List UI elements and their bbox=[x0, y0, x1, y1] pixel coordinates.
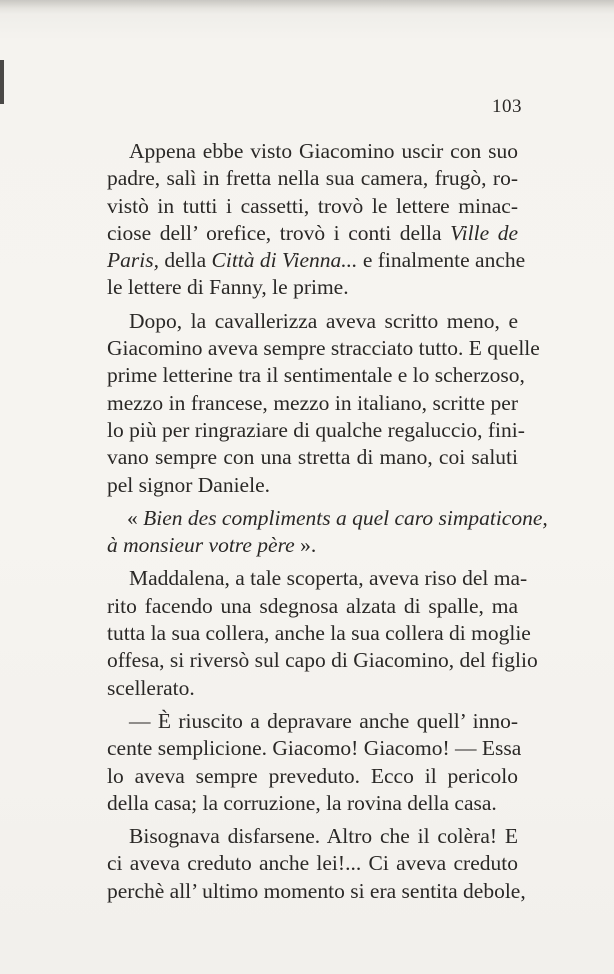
text-line bbox=[107, 647, 538, 674]
binding-mark bbox=[0, 60, 4, 104]
text-run: ciose dell’ orefice, trovò i conti della bbox=[107, 220, 451, 245]
text-run: ». bbox=[294, 533, 317, 558]
text-run: Dopo, la cavallerizza aveva scritto meno, e bbox=[129, 308, 518, 333]
text-line bbox=[107, 675, 518, 702]
italic-run: Bien des compliments a quel caro simpaticone, bbox=[143, 505, 548, 530]
text-run: pel signor Daniele. bbox=[107, 472, 270, 497]
italic-run: à monsieur votre père bbox=[107, 533, 295, 558]
text-line bbox=[107, 850, 518, 877]
text-run: rito facendo una sdegnosa alzata di spalle, ma bbox=[107, 593, 518, 618]
italic-run: Ville de bbox=[450, 220, 519, 245]
text-line bbox=[107, 165, 518, 192]
text-run: scellerato. bbox=[107, 675, 195, 700]
text-run: lo più per ringraziare di qualche regaluccio, fini- bbox=[107, 417, 525, 442]
text-line bbox=[107, 790, 518, 817]
text-line bbox=[107, 878, 526, 905]
text-run: e finalmente anche bbox=[357, 248, 526, 273]
text-line bbox=[107, 593, 518, 620]
text-run: Bisognava disfarsene. Altro che il colèra! E bbox=[129, 824, 518, 849]
page-top-edge bbox=[0, 0, 614, 14]
text-run: della casa; la corruzione, la rovina della casa. bbox=[107, 790, 497, 815]
text-run: « bbox=[127, 505, 144, 530]
text-line bbox=[107, 735, 522, 762]
text-run: prime letterine tra il sentimentale e lo scherzoso, bbox=[107, 363, 525, 388]
body-text bbox=[107, 138, 548, 905]
text-run: mezzo in francese, mezzo in italiano, scritte per bbox=[107, 390, 518, 415]
text-line bbox=[107, 220, 518, 247]
text-run: ci aveva creduto anche lei!... Ci aveva creduto bbox=[107, 851, 518, 876]
text-run: Giacomino aveva sempre stracciato tutto. E quelle bbox=[107, 336, 540, 361]
text-line bbox=[107, 390, 518, 417]
text-line bbox=[107, 620, 531, 647]
text-line bbox=[107, 823, 518, 850]
text-line bbox=[107, 763, 518, 790]
text-line bbox=[107, 708, 518, 735]
text-line bbox=[107, 335, 540, 362]
text-line bbox=[107, 308, 518, 335]
text-run: padre, salì in fretta nella sua camera, frugò, ro- bbox=[107, 166, 518, 191]
text-run: cente semplicione. Giacomo! Giacomo! — Essa bbox=[107, 736, 522, 761]
text-line bbox=[107, 247, 526, 274]
text-line bbox=[107, 274, 518, 301]
text-run: tutta la sua collera, anche la sua collera di moglie bbox=[107, 621, 531, 646]
text-run: Maddalena, a tale scoperta, aveva riso del ma- bbox=[129, 566, 528, 591]
text-run: le lettere di Fanny, le prime. bbox=[107, 275, 349, 300]
italic-run: Paris, bbox=[107, 248, 159, 273]
text-run: vistò in tutti i cassetti, trovò le lettere minac- bbox=[107, 193, 518, 218]
text-line bbox=[107, 362, 525, 389]
italic-run: Città di Vienna... bbox=[211, 248, 358, 273]
text-line bbox=[107, 444, 518, 471]
text-run: della bbox=[158, 248, 212, 273]
text-run: vano sempre con una stretta di mano, coi saluti bbox=[107, 445, 518, 470]
text-run: lo aveva sempre preveduto. Ecco il pericolo bbox=[107, 763, 518, 788]
text-line bbox=[107, 532, 518, 559]
text-run: — È riuscito a depravare anche quell’ inno- bbox=[129, 708, 518, 733]
text-line bbox=[107, 417, 525, 444]
text-line bbox=[107, 138, 518, 165]
text-run: perchè all’ ultimo momento si era sentita debole, bbox=[107, 878, 526, 903]
text-line bbox=[107, 565, 528, 592]
text-line bbox=[107, 193, 518, 220]
page-number: 103 bbox=[492, 96, 522, 117]
text-line bbox=[107, 472, 518, 499]
text-run: Appena ebbe visto Giacomino uscir con suo bbox=[129, 139, 518, 163]
text-run: offesa, si riversò sul capo di Giacomino, del figlio bbox=[107, 648, 538, 673]
text-line bbox=[107, 505, 548, 532]
